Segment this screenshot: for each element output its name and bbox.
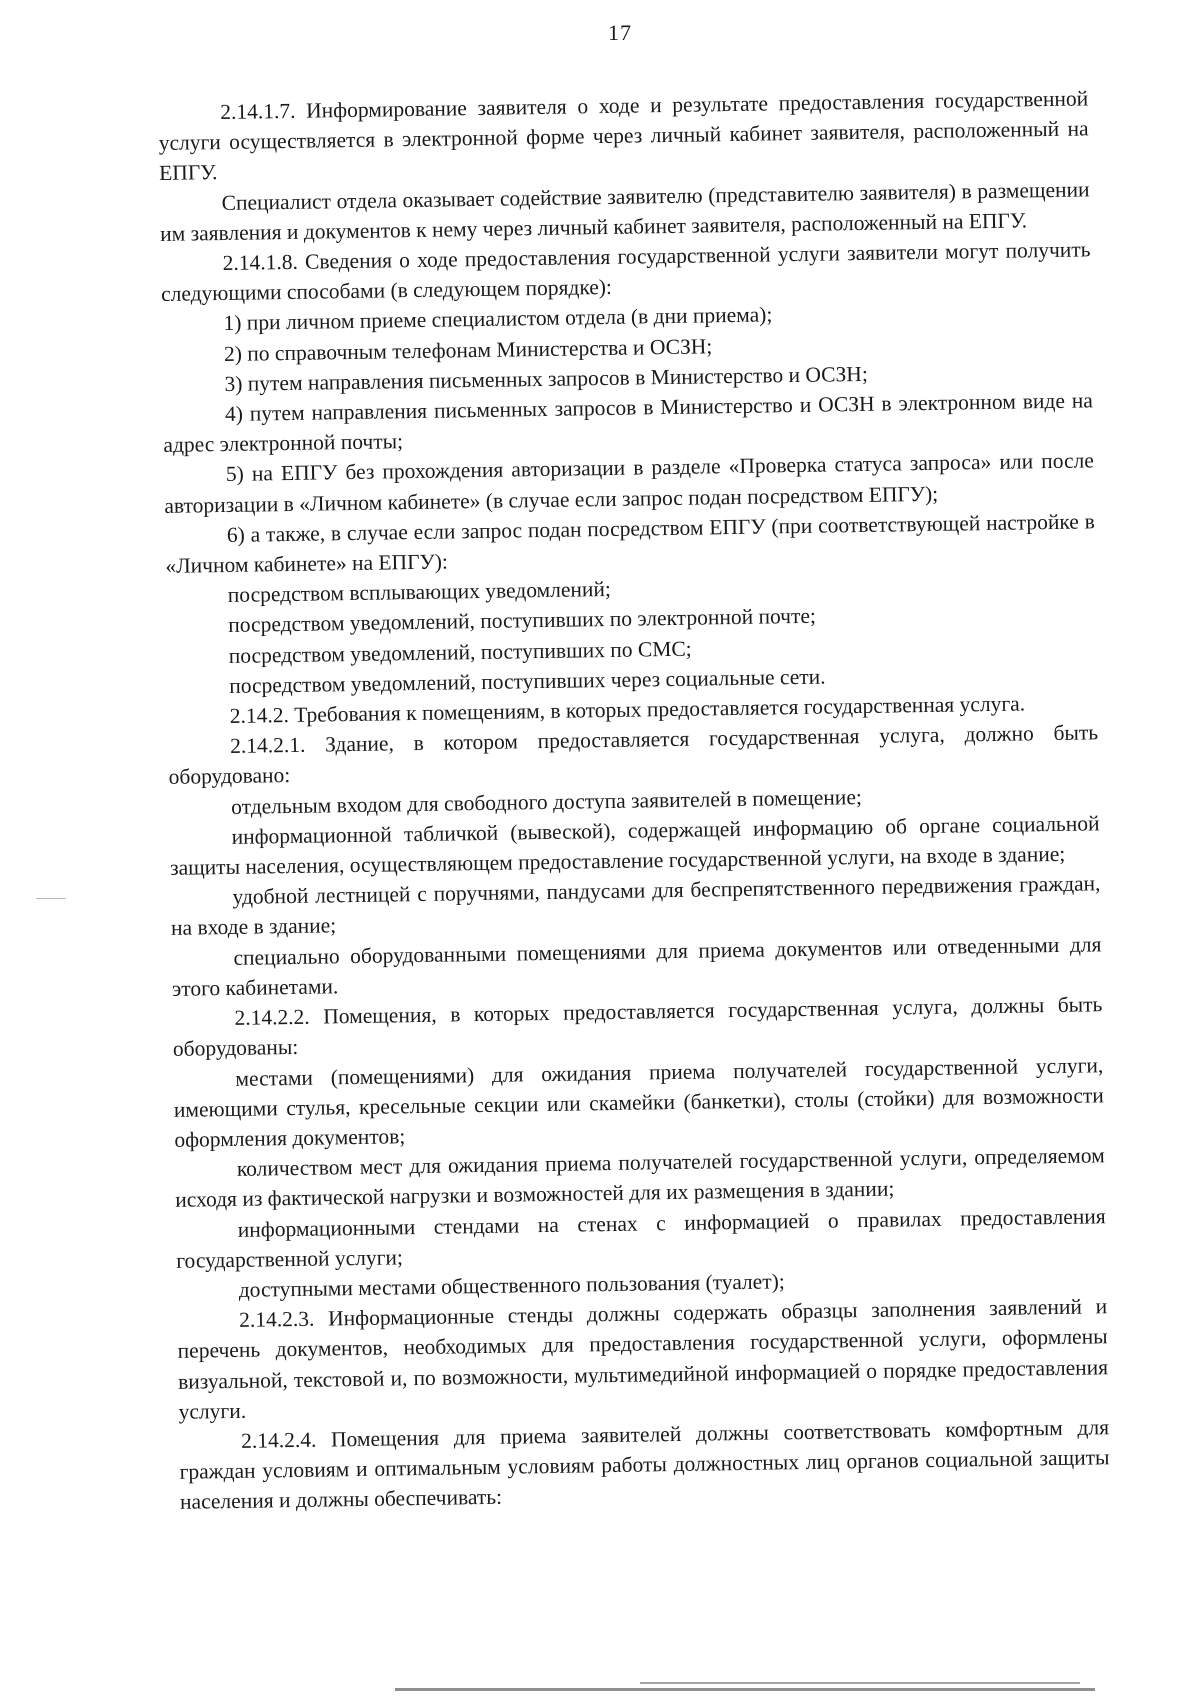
paragraph: отдельным входом для свободного доступа заявителей в помещение; (230, 784, 863, 819)
paragraph: 1) при личном приеме специалистом отдела (в дни приема); (223, 302, 773, 336)
paragraph: посредством всплывающих уведомлений; (227, 577, 612, 608)
paragraph: 2.14.2.2. Помещения, в которых предоставляется государственная услуга, должны быть оборудованы: (172, 992, 1103, 1062)
paragraph: информационными стендами на стенах с информацией о правилах предоставления государственной услуги; (176, 1203, 1106, 1273)
paragraph: специально оборудованными помещениями для приема документов или отведенными для этого кабинетами. (171, 931, 1102, 1001)
paragraph: 2.14.1.7. Информирование заявителя о ходе и результате предоставления государственной услуги осуществляется в электронной форме через личный кабинет заявителя, расположенный на ЕПГУ. (158, 86, 1089, 186)
paragraph: доступными местами общественного пользования (туалет); (238, 1269, 785, 1302)
paragraph: 2.14.2. Требования к помещениям, в которых предоставляется государственная услуга. (229, 691, 1026, 729)
paragraph: количеством мест для ожидания приема получателей государственной услуги, определяемом исходя из фактической нагрузки и возможностей для их размещения в здании; (175, 1143, 1105, 1213)
paragraph: 2.14.2.4. Помещения для приема заявителей должны соответствовать комфортным для граждан условиям и оптимальным условиям работы должностных лиц органов социальной защиты населения и должны обеспечивать: (179, 1415, 1110, 1515)
paragraph: 5) на ЕПГУ без прохождения авторизации в разделе «Проверка статуса запроса» или после авторизации в «Личном кабинете» (в случае если запрос подан посредством ЕПГУ); (164, 448, 1095, 518)
paragraph: информационной табличкой (вывеской), содержащей информацию об органе социальной защиты населения, осуществляющем предоставление государственной услуги, на входе в здание; (169, 811, 1100, 880)
paragraph: 2) по справочным телефонам Министерства и ОСЗН; (223, 333, 713, 366)
paragraph: 2.14.1.8. Сведения о ходе предоставления государственной услуги заявители могут получить следующими способами (в следующем порядке): (160, 237, 1091, 307)
paragraph: 2.14.2.1. Здание, в котором предоставляется государственная услуга, должно быть оборудовано: (168, 720, 1099, 790)
document-body (158, 83, 1110, 1517)
paragraph: посредством уведомлений, поступивших по СМС; (228, 636, 692, 668)
paragraph: удобной лестницей с поручнями, пандусами для беспрепятственного передвижения граждан, на входе в здание; (170, 871, 1101, 941)
paragraph: Специалист отдела оказывает содействие заявителю (представителю заявителя) в размещении им заявления и документов к нему через личный кабинет заявителя, расположенный на ЕПГУ. (159, 176, 1090, 246)
paragraph: 4) путем направления письменных запросов в Министерство и ОСЗН в электронном виде на адрес электронной почты; (163, 388, 1094, 458)
paragraph: местами (помещениями) для ожидания приема получателей государственной услуги, имеющими стулья, кресельные секции или скамейки (банкетки), столы (стойки) для возможности оформления документов; (173, 1052, 1104, 1152)
page-number: 17 (608, 20, 632, 45)
paragraph: 3) путем направления письменных запросов в Министерство и ОСЗН; (224, 361, 868, 396)
scan-margin-mark (36, 898, 66, 899)
paragraph: 2.14.2.3. Информационные стенды должны содержать образцы заполнения заявлений и перечень документов, необходимых для предоставления государственной услуги, оформлены визуальной, текстовой и, по возможности, мультимедийной информацией о порядке предоставления услуги. (177, 1294, 1109, 1424)
paragraph: 6) а также, в случае если запрос подан посредством ЕПГУ (при соответствующей настройке в «Личном кабинете» на ЕПГУ): (165, 509, 1095, 578)
paragraph: посредством уведомлений, поступивших по электронной почте; (228, 604, 817, 638)
scan-bottom-line (640, 1682, 1080, 1684)
scan-bottom-edge (395, 1688, 1095, 1691)
paragraph: посредством уведомлений, поступивших через социальные сети. (229, 664, 826, 698)
